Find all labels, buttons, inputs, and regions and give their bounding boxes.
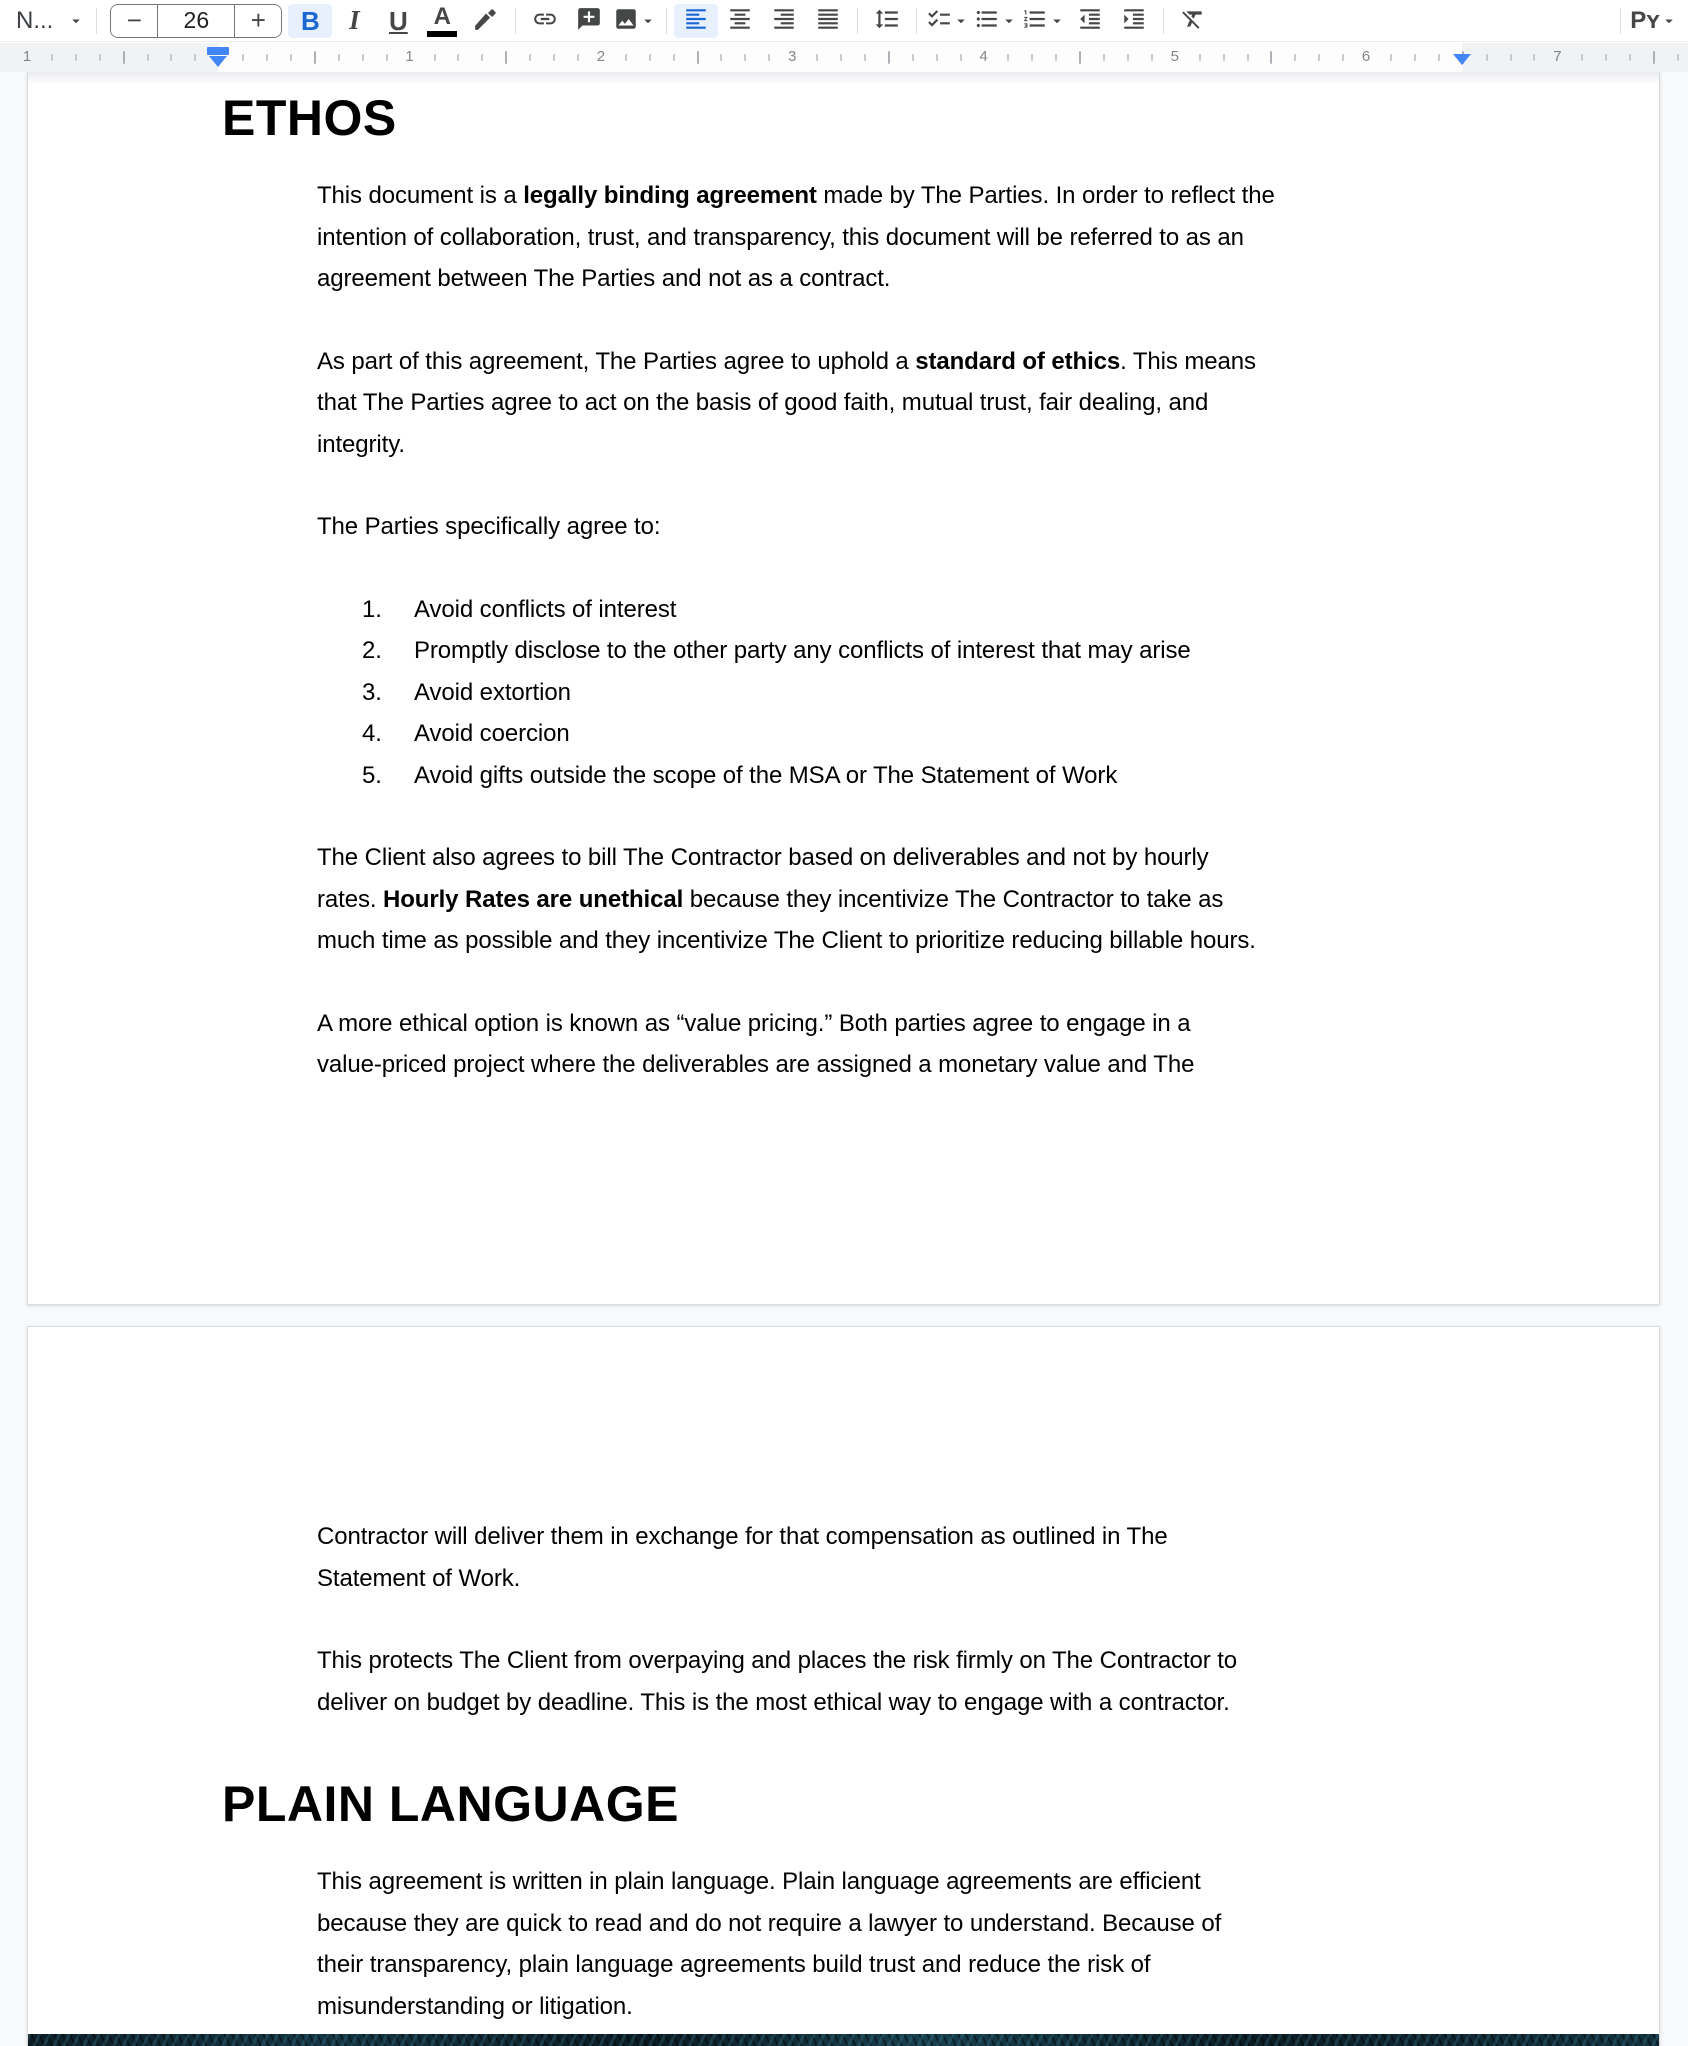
text-line[interactable] xyxy=(317,837,1659,879)
ruler-tick xyxy=(386,54,388,61)
align-center-button[interactable] xyxy=(718,4,762,38)
ruler-tick xyxy=(242,54,244,61)
checklist-icon xyxy=(926,6,952,35)
ruler-tick xyxy=(266,54,268,61)
text-segment: made by The Parties. In order to reflect the xyxy=(816,182,1275,209)
list-item-text: Avoid conflicts of interest xyxy=(414,595,677,623)
align-left-icon xyxy=(683,6,709,35)
ruler-tick xyxy=(577,54,579,61)
bulleted-list-button[interactable] xyxy=(972,4,1020,38)
align-right-button[interactable] xyxy=(762,4,806,38)
text-segment: misunderstanding or litigation. xyxy=(317,1992,633,2020)
text-segment: As part of this agreement, The Parties agree to uphold a xyxy=(317,347,916,375)
formatting-toolbar xyxy=(0,0,1688,41)
ruler-tick xyxy=(625,54,627,61)
ruler-tick xyxy=(1247,54,1249,61)
ruler-tick xyxy=(1223,54,1225,61)
ruler-tick xyxy=(816,54,818,61)
chevron-down-icon xyxy=(1000,12,1018,30)
toolbar-divider xyxy=(916,8,917,34)
paragraph[interactable] xyxy=(317,1861,1659,2027)
ruler-tick xyxy=(888,51,890,64)
ruler-tick xyxy=(434,54,436,61)
ruler-tick xyxy=(1438,54,1440,61)
indent-decrease-icon xyxy=(1077,6,1103,35)
text-segment: much time as possible and they incentivize The Client to prioritize reducing billable hours. xyxy=(317,927,1256,954)
ruler-tick xyxy=(1127,54,1129,61)
text-segment: This document is a xyxy=(317,182,524,209)
list-item[interactable] xyxy=(362,672,1659,714)
list-item-number: 4. xyxy=(362,720,382,747)
text-line[interactable] xyxy=(317,1558,1659,1600)
ruler-tick xyxy=(744,54,746,61)
ruler-tick xyxy=(1007,54,1009,61)
insert-image-button[interactable] xyxy=(611,4,659,38)
ruler-tick xyxy=(1629,54,1631,61)
ruler-inch-label: 4 xyxy=(979,48,988,65)
paragraph[interactable] xyxy=(317,1003,1659,1086)
text-line[interactable] xyxy=(317,217,1659,259)
text-line[interactable] xyxy=(317,1986,1659,2028)
chevron-down-icon xyxy=(1660,12,1678,30)
chevron-down-icon xyxy=(1048,12,1066,30)
chevron-down-icon xyxy=(639,12,657,30)
paragraph[interactable] xyxy=(317,175,1659,300)
insert-link-button[interactable] xyxy=(523,4,567,38)
list-item-number: 1. xyxy=(362,595,382,623)
ruler-inch-label: 3 xyxy=(788,48,797,65)
ruler-tick xyxy=(362,54,364,61)
ruler-tick xyxy=(290,54,292,61)
text-color-icon: A xyxy=(427,5,457,37)
input-tools-button[interactable] xyxy=(1628,4,1680,38)
comment-add-icon xyxy=(576,6,602,35)
ruler-tick xyxy=(481,54,483,61)
chevron-down-icon xyxy=(67,12,85,30)
text-segment: Statement of Work. xyxy=(317,1564,521,1592)
ruler-inch-label: 1 xyxy=(22,48,32,65)
ruler-tick xyxy=(840,54,842,61)
ruler-inch-label: 7 xyxy=(1553,48,1562,65)
ruler-tick xyxy=(1079,51,1081,64)
text-line[interactable] xyxy=(317,424,1659,466)
text-line[interactable] xyxy=(317,258,1659,300)
ruler-tick xyxy=(338,54,340,61)
toolbar-divider xyxy=(515,8,516,34)
text-line[interactable] xyxy=(317,1861,1659,1903)
text-segment: This protects The Client from overpaying and places the risk firmly on The Contractor to xyxy=(317,1647,1238,1674)
ruler-inch-label: 2 xyxy=(596,48,606,65)
text-color-button[interactable] xyxy=(420,4,464,38)
document-canvas xyxy=(0,71,1688,2046)
list-item-number: 3. xyxy=(362,678,382,706)
highlighter-icon xyxy=(473,6,499,35)
ruler-tick xyxy=(912,54,914,61)
decrease-indent-button[interactable] xyxy=(1068,4,1112,38)
text-segment: because they are quick to read and do not require a lawyer to understand. Because of xyxy=(317,1909,1222,1937)
clear-formatting-button[interactable] xyxy=(1171,4,1215,38)
highlight-color-button[interactable] xyxy=(464,4,508,38)
ruler-tick xyxy=(1055,54,1057,61)
text-segment: agreement between The Parties and not as a contract. xyxy=(317,265,891,292)
chevron-down-icon xyxy=(952,12,970,30)
align-justify-icon xyxy=(815,6,841,35)
text-segment: rates. xyxy=(317,885,383,913)
ruler-tick xyxy=(1342,54,1344,61)
horizontal-ruler[interactable] xyxy=(0,41,1688,72)
text-line[interactable] xyxy=(317,382,1659,424)
ruler-tick xyxy=(1414,54,1416,61)
ruler-tick xyxy=(720,54,722,61)
paragraph-style-label: N... xyxy=(16,6,54,34)
bold-text-segment: legally binding agreement xyxy=(523,182,817,209)
text-segment: This agreement is written in plain language. Plain language agreements are efficient xyxy=(317,1868,1201,1895)
ruler-tick xyxy=(1031,54,1033,61)
ruler-inch-label: 5 xyxy=(1170,48,1179,65)
text-color-swatch xyxy=(427,31,457,37)
ruler-tick xyxy=(768,54,770,61)
ruler-tick xyxy=(697,51,699,64)
text-line[interactable] xyxy=(317,341,1659,383)
line-spacing-icon xyxy=(874,6,900,35)
ruler-tick xyxy=(1103,54,1105,61)
paragraph[interactable] xyxy=(317,1516,1659,1599)
left-indent-triangle-icon xyxy=(209,56,227,67)
list-item[interactable] xyxy=(362,630,1659,672)
ruler-tick xyxy=(457,54,459,61)
font-size-control xyxy=(110,4,282,38)
indent-increase-icon xyxy=(1121,6,1147,35)
ruler-tick xyxy=(960,54,962,61)
ruler-tick xyxy=(99,54,101,61)
text-segment: . This means xyxy=(1120,347,1256,375)
list-item-number: 5. xyxy=(362,761,382,789)
bold-text-segment: Hourly Rates are unethical xyxy=(383,885,684,913)
increase-font-size-button[interactable]: + xyxy=(235,5,281,37)
increase-indent-button[interactable] xyxy=(1112,4,1156,38)
ruler-tick xyxy=(1581,54,1583,61)
font-size-input[interactable]: 26 xyxy=(157,5,235,37)
list-item[interactable] xyxy=(362,589,1659,631)
ruler-tick xyxy=(1486,54,1488,61)
toolbar-divider xyxy=(666,8,667,34)
numbered-list-icon xyxy=(1022,6,1048,35)
text-segment: Contractor will deliver them in exchange for that compensation as outlined in The xyxy=(317,1523,1168,1550)
text-segment: integrity. xyxy=(317,430,405,458)
paragraph[interactable] xyxy=(317,341,1659,466)
toolbar-divider xyxy=(857,8,858,34)
text-line[interactable] xyxy=(317,1003,1659,1045)
right-indent-triangle-icon xyxy=(1453,54,1471,65)
ruler-tick xyxy=(649,54,651,61)
ruler-tick xyxy=(1151,54,1153,61)
first-line-indent-marker[interactable] xyxy=(207,47,229,55)
list-item[interactable] xyxy=(362,755,1659,797)
link-icon xyxy=(532,6,558,35)
ruler-tick xyxy=(864,54,866,61)
text-line[interactable] xyxy=(317,1944,1659,1986)
ruler-tick xyxy=(1510,54,1512,61)
paragraph[interactable] xyxy=(317,837,1659,962)
text-line[interactable] xyxy=(317,1903,1659,1945)
text-line[interactable] xyxy=(317,1044,1659,1086)
ruler-tick xyxy=(505,51,507,64)
inline-image-dark-banner xyxy=(28,2034,1659,2046)
underline-button[interactable]: U xyxy=(376,4,420,38)
ruler-tick xyxy=(1270,51,1272,64)
toolbar-divider xyxy=(96,8,97,34)
checklist-button[interactable] xyxy=(924,4,972,38)
clear-formatting-icon xyxy=(1180,6,1206,35)
text-line[interactable] xyxy=(317,1516,1659,1558)
text-segment: The Client also agrees to bill The Contractor based on deliverables and not by hourly xyxy=(317,844,1209,871)
ruler-tick xyxy=(314,51,316,64)
align-center-icon xyxy=(727,6,753,35)
text-segment: A more ethical option is known as “value pricing.” Both parties agree to engage in a xyxy=(317,1009,1191,1037)
list-item-number: 2. xyxy=(362,637,382,664)
ruler-inch-label: 6 xyxy=(1361,48,1371,65)
list-item-text: Promptly disclose to the other party any conflicts of interest that may arise xyxy=(414,637,1191,664)
align-justify-button[interactable] xyxy=(806,4,850,38)
ruler-tick xyxy=(75,54,77,61)
text-segment: intention of collaboration, trust, and transparency, this document will be referred to as an xyxy=(317,223,1244,251)
numbered-list-button[interactable] xyxy=(1020,4,1068,38)
text-line[interactable] xyxy=(317,879,1659,921)
text-segment: that The Parties agree to act on the basis of good faith, mutual trust, fair dealing, and xyxy=(317,389,1209,416)
text-line[interactable] xyxy=(317,506,1659,548)
ruler-tick xyxy=(1605,54,1607,61)
ruler-tick xyxy=(1653,51,1655,64)
text-segment: deliver on budget by deadline. This is the most ethical way to engage with a contractor. xyxy=(317,1688,1230,1716)
list-item-text: Avoid extortion xyxy=(414,678,571,706)
ruler-tick xyxy=(1390,54,1392,61)
ruler-tick xyxy=(1294,54,1296,61)
ruler-tick xyxy=(553,54,555,61)
toolbar-divider xyxy=(1620,8,1621,34)
text-line[interactable] xyxy=(317,920,1659,962)
ruler-tick xyxy=(1199,54,1201,61)
text-segment: value-priced project where the deliverables are assigned a monetary value and The xyxy=(317,1051,1195,1078)
bold-text-segment: standard of ethics xyxy=(915,347,1121,375)
document-page-2[interactable] xyxy=(27,1326,1660,2046)
ruler-tick xyxy=(51,54,53,61)
ruler-tick xyxy=(147,54,149,61)
section-heading[interactable]: ETHOS xyxy=(222,90,397,146)
ruler-tick xyxy=(673,54,675,61)
ruler-tick xyxy=(123,51,125,64)
italic-button[interactable]: I xyxy=(332,4,376,38)
section-heading[interactable]: PLAIN LANGUAGE xyxy=(222,1776,679,1832)
text-segment: because they incentivize The Contractor to take as xyxy=(683,885,1224,913)
text-line[interactable] xyxy=(317,175,1659,217)
ruler-tick xyxy=(1318,54,1320,61)
ruler-tick xyxy=(1677,54,1679,61)
ruler-left-margin-zone xyxy=(0,43,218,72)
text-line[interactable] xyxy=(317,1640,1659,1682)
paragraph-style-selector[interactable] xyxy=(8,4,89,38)
list-item-text: Avoid gifts outside the scope of the MSA or The Statement of Work xyxy=(414,761,1118,789)
paragraph[interactable] xyxy=(317,506,1659,548)
list-item[interactable] xyxy=(362,713,1659,755)
document-page-1[interactable] xyxy=(27,71,1660,1305)
text-segment: their transparency, plain language agreements build trust and reduce the risk of xyxy=(317,1951,1151,1978)
decrease-font-size-button[interactable]: − xyxy=(111,5,157,37)
input-tools-label: Pʏ xyxy=(1630,6,1660,34)
align-right-icon xyxy=(771,6,797,35)
align-left-button[interactable] xyxy=(674,4,718,38)
ruler-tick xyxy=(529,54,531,61)
add-comment-button[interactable] xyxy=(567,4,611,38)
line-spacing-button[interactable] xyxy=(865,4,909,38)
paragraph[interactable] xyxy=(317,1640,1659,1723)
list-item-text: Avoid coercion xyxy=(414,720,570,747)
ruler-tick xyxy=(936,54,938,61)
numbered-list[interactable] xyxy=(362,589,1659,797)
bold-button[interactable]: B xyxy=(288,4,332,38)
image-icon xyxy=(613,6,639,35)
text-segment: The Parties specifically agree to: xyxy=(317,513,661,540)
text-line[interactable] xyxy=(317,1682,1659,1724)
bulleted-list-icon xyxy=(974,6,1000,35)
ruler-inch-label: 1 xyxy=(405,48,414,65)
toolbar-divider xyxy=(1163,8,1164,34)
